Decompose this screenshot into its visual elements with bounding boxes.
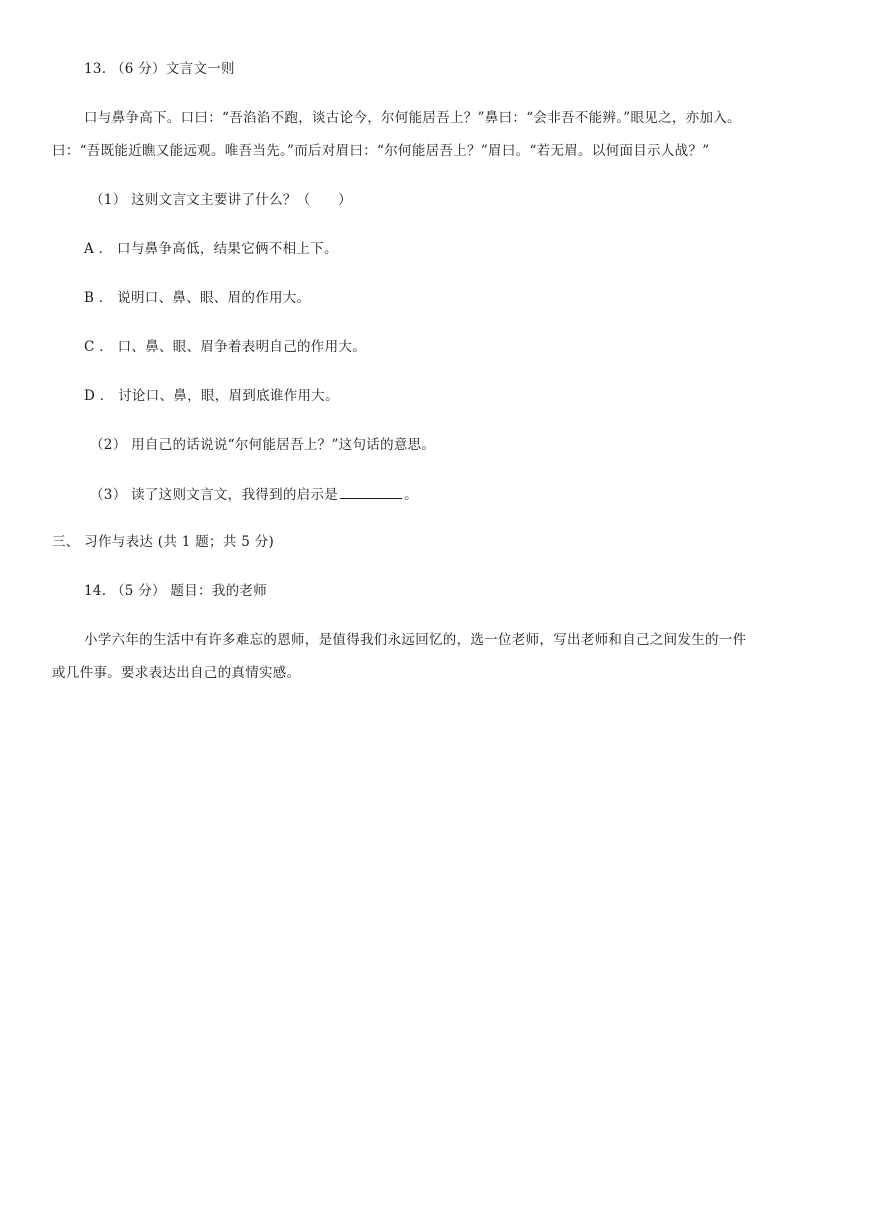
question-14-heading: 14. （5 分） 题目：我的老师 <box>84 583 268 599</box>
question-13-heading: 13. （6 分）文言文一则 <box>84 61 235 77</box>
option-a: A ． 口与鼻争高低，结果它俩不相上下。 <box>84 241 338 257</box>
option-d: D ． 讨论口、鼻，眼，眉到底谁作用大。 <box>84 388 339 404</box>
option-b: B ． 说明口、鼻、眼、眉的作用大。 <box>84 290 311 306</box>
sub-question-3 <box>90 484 418 505</box>
sub-question-3-prefix: （3） 读了这则文言文，我得到的启示是 <box>90 487 339 503</box>
prompt-line-2: 或几件事。要求表达出自己的真情实感。 <box>52 665 301 681</box>
sub-question-1: （1） 这则文言文主要讲了什么？（ ） <box>90 192 352 208</box>
section-3-heading: 三、 习作与表达 (共 1 题；共 5 分) <box>52 534 275 550</box>
passage-line-1: 口与鼻争高下。口曰：“吾淊淊不跑，谈古论今，尔何能居吾上？”鼻曰：“会非吾不能辨。”眼见之，亦加入。 <box>84 110 741 126</box>
answer-blank <box>340 484 402 499</box>
prompt-line-1: 小学六年的生活中有许多难忘的恩师，是值得我们永远回忆的，选一位老师，写出老师和自己之间发生的一件 <box>84 632 747 648</box>
passage-line-2: 曰：“吾既能近瞧又能远观。唯吾当先。”而后对眉曰：“尔何能居吾上？”眉曰。“若无眉。以何面目示人战？” <box>52 143 710 159</box>
sub-question-3-suffix: 。 <box>404 487 418 503</box>
sub-question-2: （2） 用自己的话说说“尔何能居吾上？”这句话的意思。 <box>90 437 436 453</box>
option-c: C ． 口、鼻、眼、眉争着表明自己的作用大。 <box>84 339 367 355</box>
